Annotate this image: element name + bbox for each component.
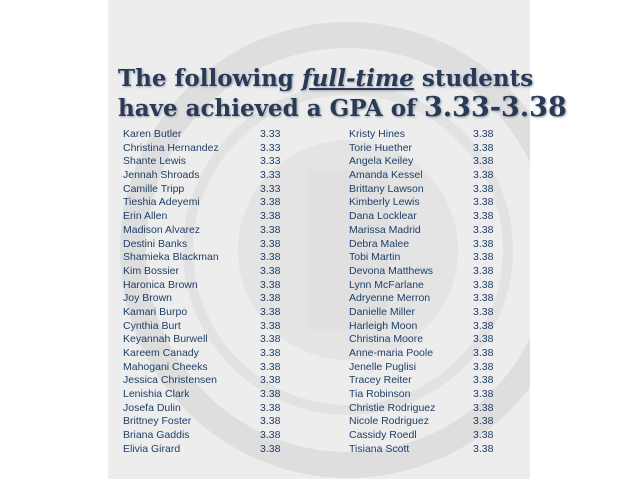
student-gpa: 3.38 bbox=[473, 141, 494, 154]
list-item bbox=[349, 279, 499, 293]
list-item bbox=[349, 183, 499, 197]
list-item bbox=[349, 388, 499, 402]
student-name: Angela Keiley bbox=[349, 155, 414, 168]
list-item bbox=[123, 224, 283, 238]
student-name: Lenishia Clark bbox=[123, 388, 190, 401]
student-gpa: 3.38 bbox=[473, 305, 494, 318]
list-item bbox=[123, 196, 283, 210]
list-item bbox=[123, 155, 283, 169]
student-name: Tobi Martin bbox=[349, 251, 401, 264]
list-item bbox=[123, 320, 283, 334]
student-name: Kareem Canady bbox=[123, 347, 199, 359]
list-item bbox=[123, 415, 283, 429]
student-name: Danielle Miller bbox=[349, 305, 415, 318]
list-item bbox=[349, 347, 499, 361]
student-name: Amanda Kessel bbox=[349, 169, 423, 182]
student-gpa: 3.38 bbox=[473, 429, 494, 442]
student-name: Camille Tripp bbox=[123, 182, 185, 195]
list-item bbox=[349, 128, 499, 142]
student-name: Harleigh Moon bbox=[349, 319, 418, 332]
student-list-right bbox=[349, 128, 499, 457]
title-text: The following bbox=[118, 65, 294, 92]
student-gpa: 3.33 bbox=[260, 182, 281, 195]
list-item bbox=[349, 224, 499, 238]
list-item bbox=[123, 306, 283, 320]
student-gpa: 3.38 bbox=[260, 223, 281, 236]
list-item bbox=[349, 265, 499, 279]
list-item bbox=[123, 142, 283, 156]
page-title bbox=[118, 64, 567, 123]
list-item bbox=[349, 429, 499, 443]
student-gpa: 3.38 bbox=[260, 292, 281, 305]
student-name: Madison Alvarez bbox=[123, 223, 201, 236]
student-name: Kristy Hines bbox=[349, 128, 406, 140]
list-item bbox=[123, 279, 283, 293]
student-gpa: 3.38 bbox=[260, 196, 281, 209]
list-item bbox=[123, 361, 283, 375]
student-gpa: 3.38 bbox=[260, 360, 281, 373]
student-name: Christie Rodriguez bbox=[349, 401, 436, 414]
gpa-range: 3.33-3.38 bbox=[424, 92, 567, 123]
student-gpa: 3.38 bbox=[260, 333, 281, 346]
student-gpa: 3.38 bbox=[260, 388, 281, 401]
student-gpa: 3.33 bbox=[260, 128, 281, 140]
list-item bbox=[349, 320, 499, 334]
title-text: have achieved a GPA of bbox=[118, 95, 416, 122]
student-name: Mahogani Cheeks bbox=[123, 360, 208, 373]
student-gpa: 3.38 bbox=[473, 360, 494, 373]
student-name: Destini Banks bbox=[123, 237, 188, 250]
student-name: Cynthia Burt bbox=[123, 319, 181, 332]
student-name: Lynn McFarlane bbox=[349, 278, 424, 291]
student-gpa: 3.38 bbox=[473, 333, 494, 346]
student-name: Jennah Shroads bbox=[123, 169, 200, 182]
list-item bbox=[123, 388, 283, 402]
list-item bbox=[123, 443, 283, 457]
student-name: Kim Bossier bbox=[123, 264, 180, 277]
list-item bbox=[349, 196, 499, 210]
student-name: Torie Huether bbox=[349, 141, 413, 154]
list-item bbox=[349, 210, 499, 224]
student-gpa: 3.38 bbox=[473, 347, 494, 359]
student-name: Tisiana Scott bbox=[349, 442, 410, 455]
student-gpa: 3.38 bbox=[473, 237, 494, 250]
list-item bbox=[349, 251, 499, 265]
student-gpa: 3.38 bbox=[473, 442, 494, 455]
student-gpa: 3.33 bbox=[260, 169, 281, 182]
student-name: Josefa Dulin bbox=[123, 401, 181, 414]
student-gpa: 3.38 bbox=[473, 196, 494, 209]
student-name: Briana Gaddis bbox=[123, 429, 190, 442]
student-gpa: 3.38 bbox=[260, 347, 281, 359]
list-item bbox=[349, 306, 499, 320]
student-gpa: 3.38 bbox=[473, 374, 494, 387]
student-name: Keyannah Burwell bbox=[123, 333, 208, 346]
student-gpa: 3.38 bbox=[473, 155, 494, 168]
student-gpa: 3.38 bbox=[473, 251, 494, 264]
list-item bbox=[123, 251, 283, 265]
student-gpa: 3.33 bbox=[260, 155, 281, 168]
list-item bbox=[123, 374, 283, 388]
student-name: Joy Brown bbox=[123, 292, 173, 305]
student-gpa: 3.38 bbox=[473, 182, 494, 195]
student-name: Marissa Madrid bbox=[349, 223, 421, 236]
student-name: Nicole Rodriguez bbox=[349, 415, 429, 428]
student-name: Tracey Reiter bbox=[349, 374, 412, 387]
list-item bbox=[349, 155, 499, 169]
student-gpa: 3.38 bbox=[260, 429, 281, 442]
student-name: Karen Butler bbox=[123, 128, 182, 140]
student-gpa: 3.38 bbox=[260, 210, 281, 223]
student-name: Kamari Burpo bbox=[123, 305, 188, 318]
student-gpa: 3.38 bbox=[473, 210, 494, 223]
student-gpa: 3.38 bbox=[260, 401, 281, 414]
student-name: Shante Lewis bbox=[123, 155, 187, 168]
list-item bbox=[349, 333, 499, 347]
student-gpa: 3.38 bbox=[473, 319, 494, 332]
list-item bbox=[123, 347, 283, 361]
student-name: Anne-maria Poole bbox=[349, 347, 434, 359]
list-item bbox=[123, 183, 283, 197]
student-gpa: 3.38 bbox=[260, 415, 281, 428]
student-name: Devona Matthews bbox=[349, 264, 434, 277]
list-item bbox=[123, 210, 283, 224]
student-name: Brittany Lawson bbox=[349, 182, 424, 195]
student-gpa: 3.38 bbox=[473, 388, 494, 401]
student-name: Tieshia Adeyemi bbox=[123, 196, 200, 209]
list-item bbox=[123, 265, 283, 279]
list-item bbox=[123, 402, 283, 416]
student-gpa: 3.38 bbox=[260, 374, 281, 387]
student-name: Erin Allen bbox=[123, 210, 168, 223]
student-name: Dana Locklear bbox=[349, 210, 417, 223]
student-gpa: 3.38 bbox=[473, 415, 494, 428]
list-item bbox=[123, 238, 283, 252]
list-item bbox=[349, 292, 499, 306]
title-line-2 bbox=[118, 92, 567, 123]
title-text: students bbox=[421, 65, 534, 92]
student-name: Brittney Foster bbox=[123, 415, 192, 428]
student-gpa: 3.33 bbox=[260, 141, 281, 154]
student-name: Kimberly Lewis bbox=[349, 196, 420, 209]
student-name: Haronica Brown bbox=[123, 278, 198, 291]
student-gpa: 3.38 bbox=[260, 278, 281, 291]
list-item bbox=[349, 443, 499, 457]
list-item bbox=[349, 142, 499, 156]
student-name: Jessica Christensen bbox=[123, 374, 217, 387]
student-gpa: 3.38 bbox=[473, 278, 494, 291]
student-gpa: 3.38 bbox=[473, 169, 494, 182]
list-item bbox=[123, 292, 283, 306]
student-gpa: 3.38 bbox=[260, 305, 281, 318]
list-item bbox=[349, 415, 499, 429]
student-name: Christina Hernandez bbox=[123, 141, 219, 154]
list-item bbox=[349, 374, 499, 388]
student-name: Debra Malee bbox=[349, 237, 410, 250]
student-name: Tia Robinson bbox=[349, 388, 411, 401]
student-name: Shamieka Blackman bbox=[123, 251, 219, 264]
student-gpa: 3.38 bbox=[473, 128, 494, 140]
list-item bbox=[349, 238, 499, 252]
student-name: Jenelle Puglisi bbox=[349, 360, 417, 373]
list-item bbox=[349, 169, 499, 183]
list-item bbox=[123, 333, 283, 347]
list-item bbox=[349, 402, 499, 416]
list-item bbox=[123, 429, 283, 443]
student-gpa: 3.38 bbox=[473, 292, 494, 305]
student-name: Christina Moore bbox=[349, 333, 424, 346]
list-item bbox=[123, 169, 283, 183]
student-list-left bbox=[123, 128, 283, 457]
title-line-1 bbox=[118, 64, 538, 93]
student-gpa: 3.38 bbox=[260, 251, 281, 264]
student-gpa: 3.38 bbox=[473, 401, 494, 414]
student-gpa: 3.38 bbox=[473, 223, 494, 236]
title-emphasis: full-time bbox=[301, 65, 414, 92]
student-gpa: 3.38 bbox=[260, 264, 281, 277]
student-name: Adryenne Merron bbox=[349, 292, 431, 305]
student-gpa: 3.38 bbox=[260, 442, 281, 455]
list-item bbox=[349, 361, 499, 375]
student-gpa: 3.38 bbox=[260, 319, 281, 332]
student-name: Cassidy Roedl bbox=[349, 429, 417, 442]
student-gpa: 3.38 bbox=[260, 237, 281, 250]
student-name: Elivia Girard bbox=[123, 442, 181, 455]
list-item bbox=[123, 128, 283, 142]
student-gpa: 3.38 bbox=[473, 264, 494, 277]
